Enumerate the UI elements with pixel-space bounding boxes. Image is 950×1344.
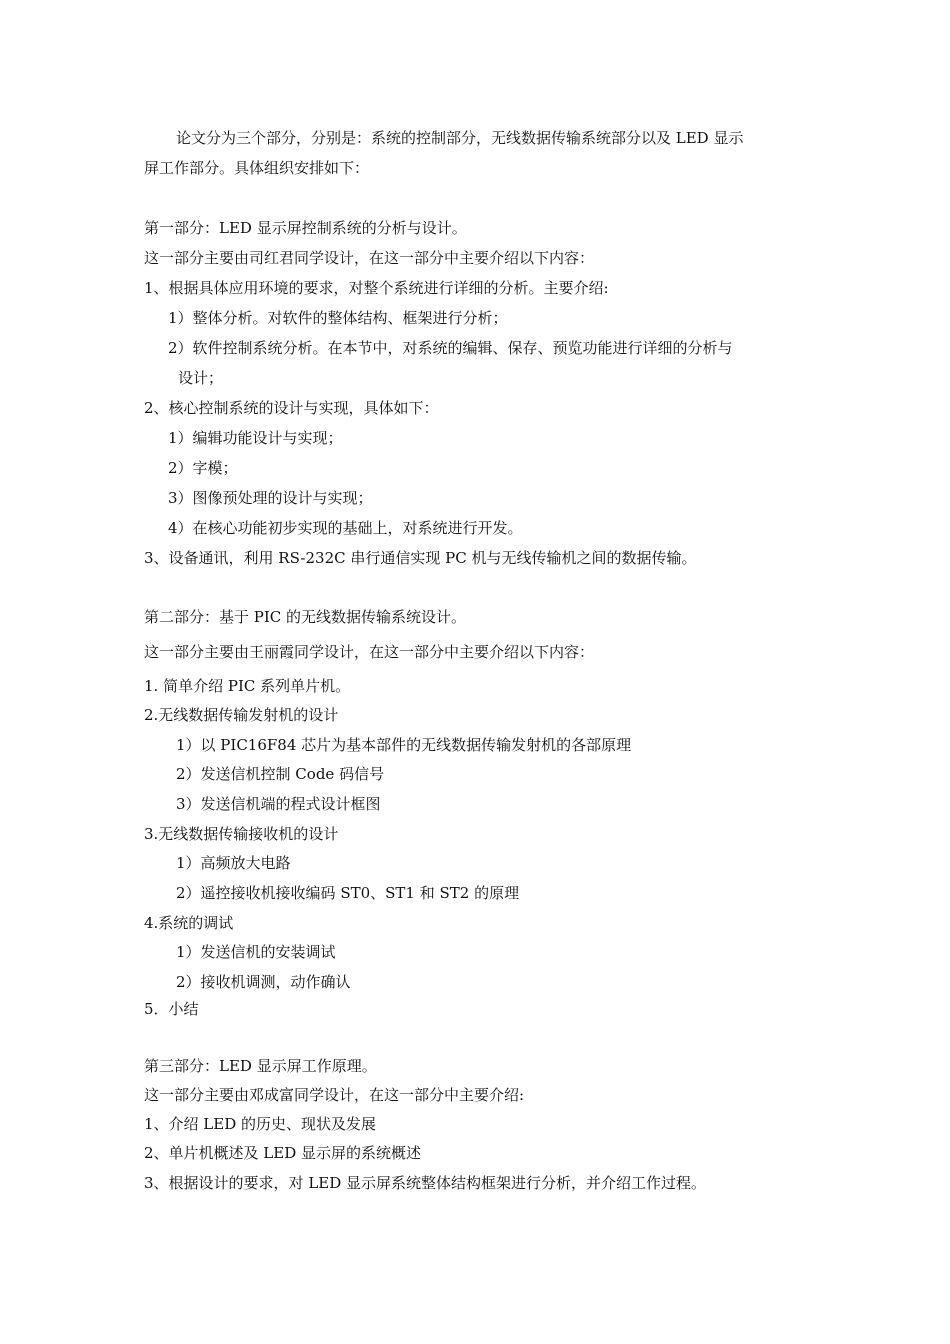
part1-author: 这一部分主要由司红君同学设计，在这一部分中主要介绍以下内容： — [144, 249, 595, 267]
part3-heading: 第三部分：LED 显示屏工作原理。 — [144, 1057, 377, 1075]
part3-item-3: 3、根据设计的要求，对 LED 显示屏系统整体结构框架进行分析，并介绍工作过程。 — [144, 1174, 707, 1192]
part2-item-5: 5．小结 — [144, 1000, 199, 1018]
part2-item-3-sub-2: 2）遥控接收机接收编码 ST0、ST1 和 ST2 的原理 — [176, 884, 520, 902]
part2-item-4-sub-1: 1）发送信机的安装调试 — [176, 943, 336, 961]
part1-item-2: 2、核心控制系统的设计与实现，具体如下： — [144, 399, 439, 417]
part1-item-3: 3、设备通讯，利用 RS-232C 串行通信实现 PC 机与无线传输机之间的数据传输。 — [144, 549, 697, 567]
part3-item-1: 1、介绍 LED 的历史、现状及发展 — [144, 1115, 377, 1133]
part1-item-1-sub-1: 1）整体分析。对软件的整体结构、框架进行分析； — [168, 309, 508, 327]
part1-item-2-sub-4: 4）在核心功能初步实现的基础上，对系统进行开发。 — [168, 519, 523, 537]
part1-item-1-sub-2: 2）软件控制系统分析。在本节中，对系统的编辑、保存、预览功能进行详细的分析与 — [168, 339, 733, 357]
part2-author: 这一部分主要由王丽霞同学设计，在这一部分中主要介绍以下内容： — [144, 643, 595, 661]
part1-item-2-sub-3: 3）图像预处理的设计与实现； — [168, 489, 373, 507]
part2-item-2-sub-1: 1）以 PIC16F84 芯片为基本部件的无线数据传输发射机的各部原理 — [176, 736, 632, 754]
part1-item-2-sub-1: 1）编辑功能设计与实现； — [168, 429, 343, 447]
part3-author: 这一部分主要由邓成富同学设计，在这一部分中主要介绍: — [144, 1086, 525, 1104]
part2-item-3: 3.无线数据传输接收机的设计 — [144, 825, 339, 843]
part2-item-2: 2.无线数据传输发射机的设计 — [144, 706, 339, 724]
part2-item-4-sub-2: 2）接收机调测，动作确认 — [176, 973, 351, 991]
part1-item-1-sub-2-cont: 设计； — [178, 369, 224, 387]
part2-item-4: 4.系统的调试 — [144, 914, 234, 932]
part3-item-2: 2、单片机概述及 LED 显示屏的系统概述 — [144, 1144, 422, 1162]
part2-heading: 第二部分：基于 PIC 的无线数据传输系统设计。 — [144, 608, 467, 626]
part1-heading: 第一部分：LED 显示屏控制系统的分析与设计。 — [144, 219, 467, 237]
part1-item-1: 1、根据具体应用环境的要求，对整个系统进行详细的分析。主要介绍: — [144, 279, 609, 297]
part2-item-3-sub-1: 1）高频放大电路 — [176, 854, 291, 872]
part2-item-1: 1. 简单介绍 PIC 系列单片机。 — [144, 677, 351, 695]
intro-line-2: 屏工作部分。具体组织安排如下： — [144, 159, 370, 177]
part2-item-2-sub-3: 3）发送信机端的程式设计框图 — [176, 795, 381, 813]
intro-line-1: 论文分为三个部分，分别是：系统的控制部分，无线数据传输系统部分以及 LED 显示 — [176, 129, 744, 147]
part2-item-2-sub-2: 2）发送信机控制 Code 码信号 — [176, 765, 385, 783]
part1-item-2-sub-2: 2）字模； — [168, 459, 238, 477]
